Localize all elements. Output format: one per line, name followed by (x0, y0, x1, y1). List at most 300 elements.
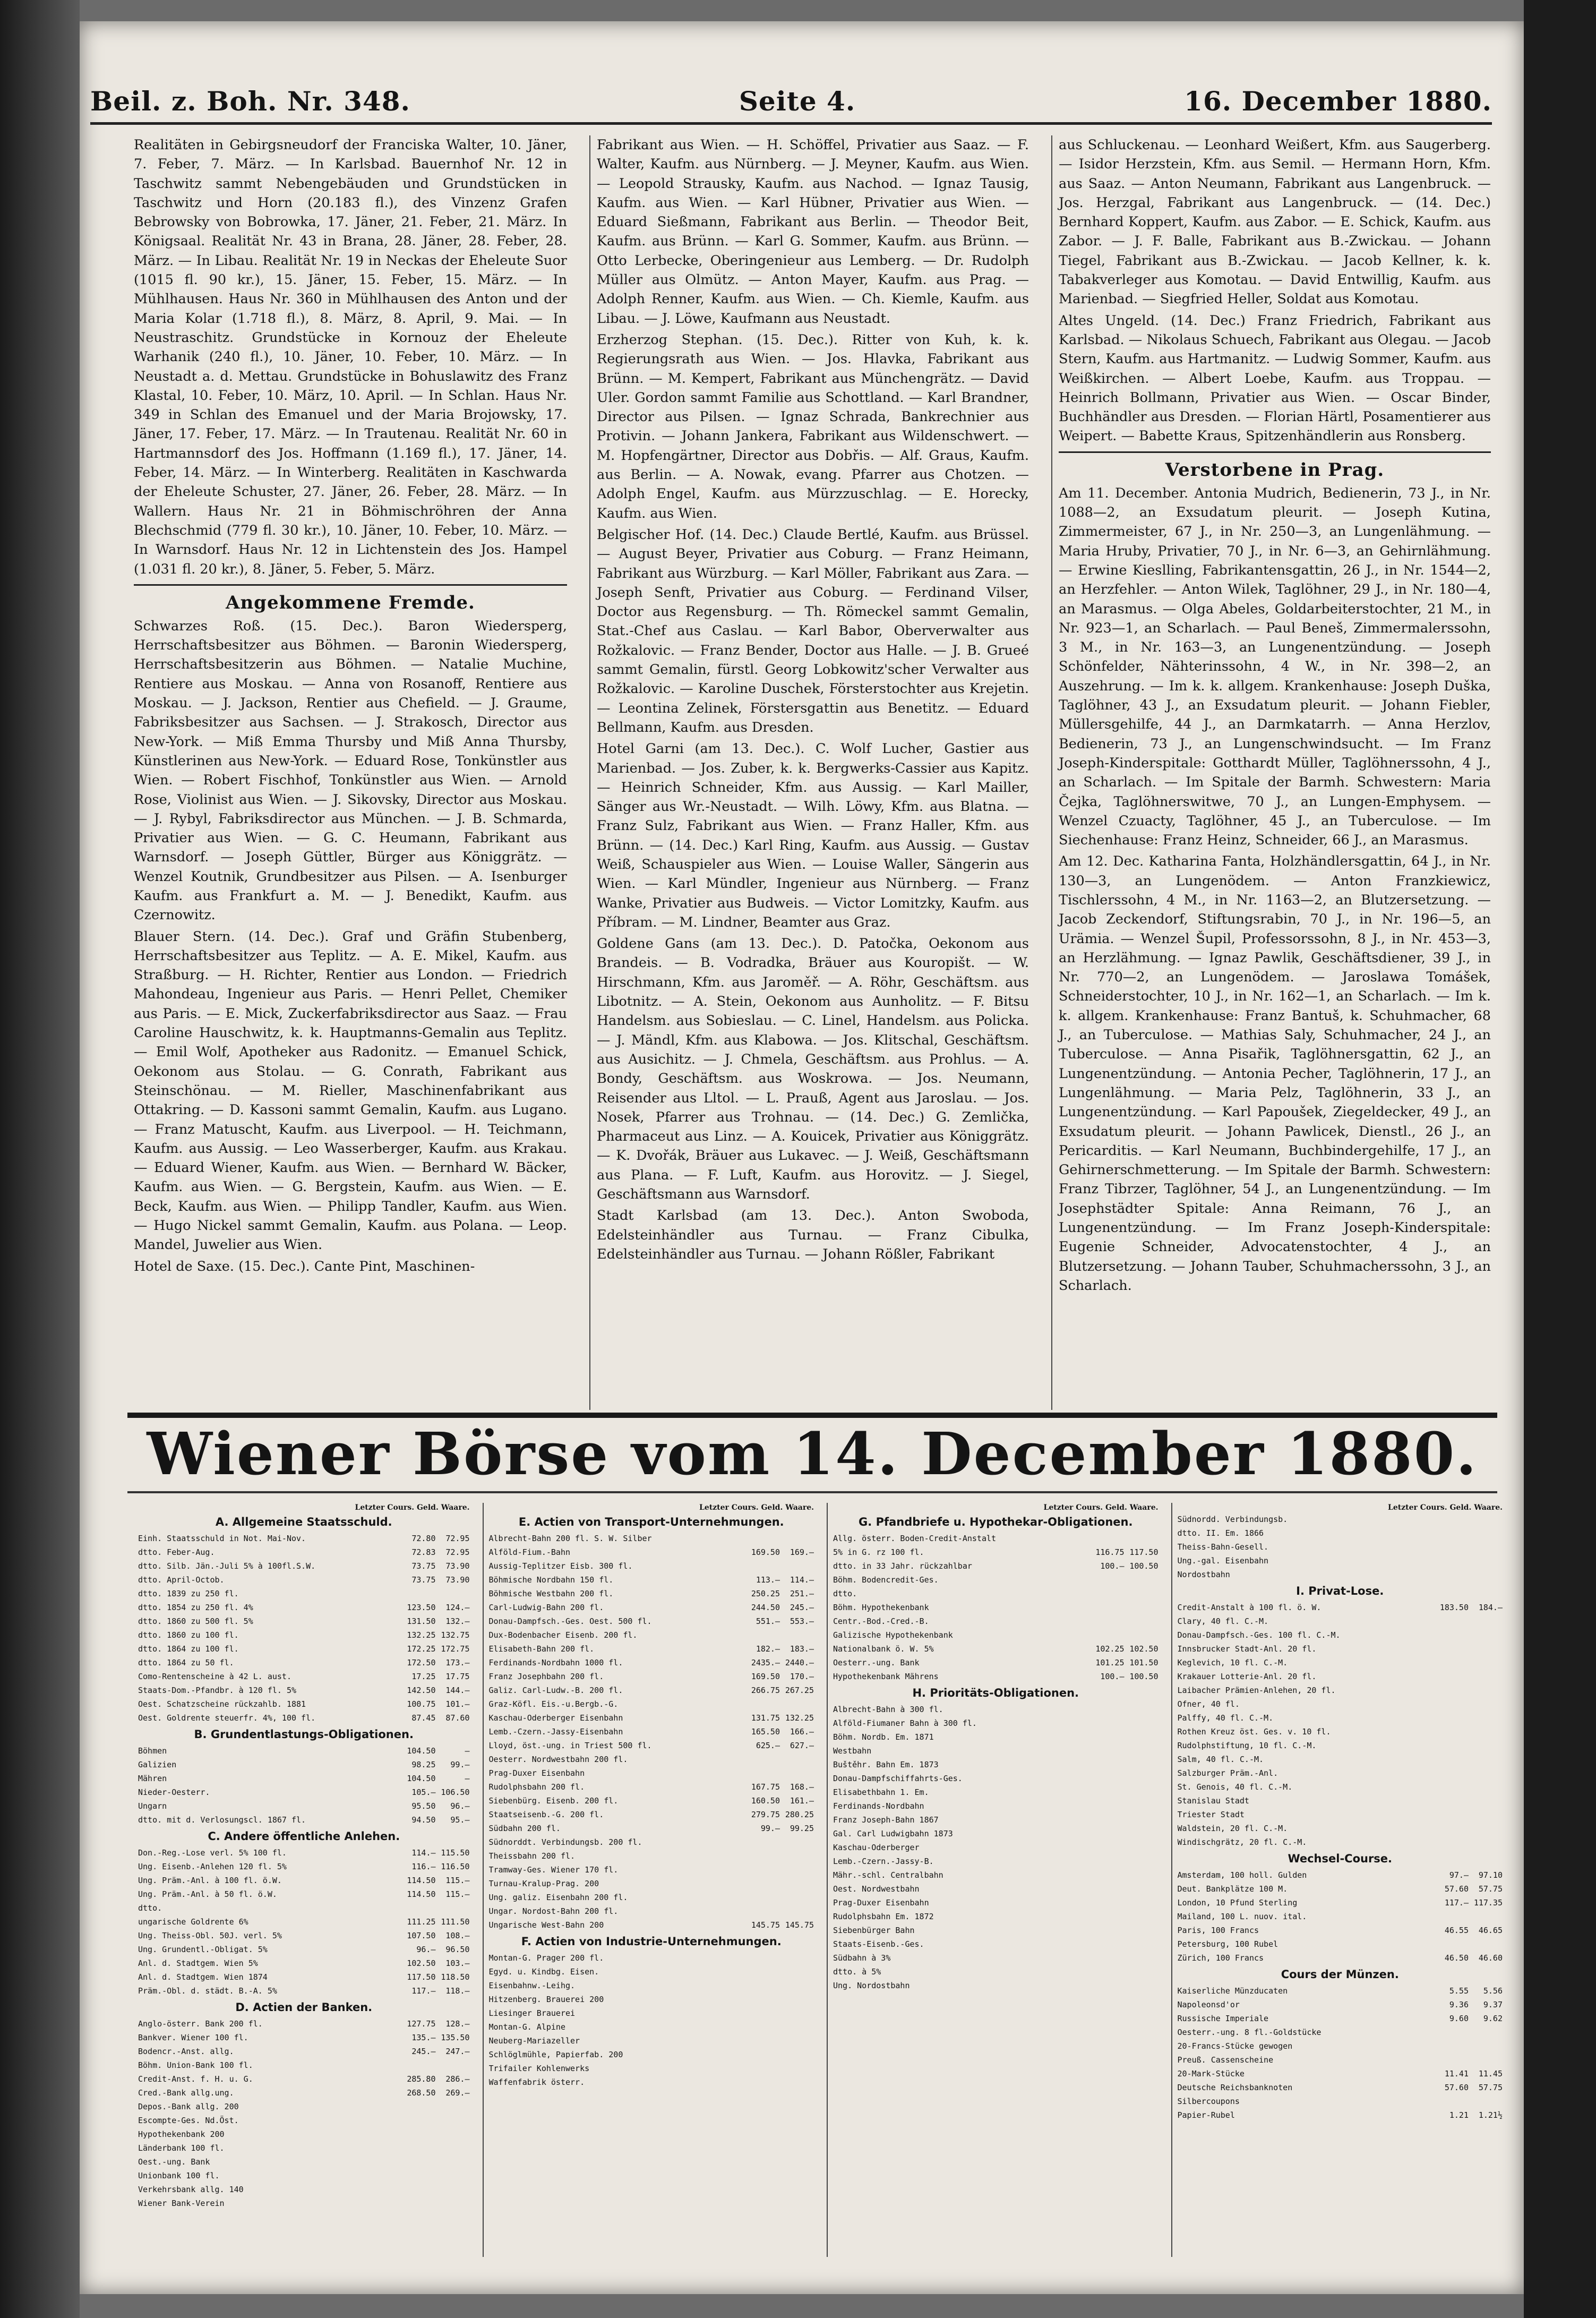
bid-value (1091, 1587, 1125, 1601)
security-name: Ung. Präm.-Anl. à 50 fl. ö.W. (138, 1889, 277, 1899)
security-name: Silbercoupons (1177, 2097, 1240, 2106)
ask-value (780, 1835, 814, 1849)
security-name: Ung. Grundentl.-Obligat. 5% (138, 1945, 268, 1954)
bid-value: 57.60 (1444, 1884, 1469, 1894)
ask-value: — (465, 1746, 470, 1756)
ask-value (1125, 1587, 1159, 1601)
security-name: dtto. Silb. Jän.-Juli 5% à 100fl.S.W. (138, 1561, 316, 1571)
ask-value (780, 1849, 814, 1863)
table-row (833, 1799, 1159, 1813)
security-name: 20-Mark-Stücke (1177, 2069, 1245, 2078)
ask-value (1125, 1703, 1159, 1716)
security-name: dtto. II. Em. 1866 (1177, 1528, 1264, 1538)
bid-value: 101.25 (1095, 1658, 1125, 1667)
bid-value (1435, 1794, 1469, 1808)
ask-value (1125, 1744, 1159, 1758)
ask-value: 124.— (445, 1603, 470, 1612)
table-row (489, 1992, 814, 2006)
ask-value: 168.— (790, 1782, 814, 1792)
bid-value: 114.50 (407, 1889, 436, 1899)
table-row (1178, 1697, 1503, 1711)
bid-value (1435, 1739, 1469, 1752)
table-row (138, 2196, 470, 2210)
table-section-title: E. Actien von Transport-Unternehmungen. (518, 1516, 784, 1528)
ask-value: 135.50 (441, 2033, 470, 2042)
text-column (589, 135, 1035, 1410)
security-name: Credit-Anst. f. H. u. G. (138, 2074, 253, 2084)
article-paragraph: Blauer Stern. (14. Dec.). Graf und Gräfin Stubenberg, Herrschaftsbesitzer aus Teplitz. — A. E. Mikel, Kaufm. aus Straßburg. — H. Richter, Rentier aus London. — Friedrich Mahondeau, Ingenieur aus Paris. — Henri Pellet, Chemiker aus Paris. — E. Mick, Zuckerfabriksdirector aus Saaz. — Frau Caroline Hauschwitz, k. k. Hauptmanns-Gemalin aus Teplitz. — Emil Wolf, Apotheker aus Radonitz. — Emanuel Schick, Oekonom aus Stolau. — G. Conrath, Fabrikant aus Steinschönau. — M. Rieller, Maschinenfabrikant aus Ottakring. — D. Kassoni sammt Gemalin, Kaufm. aus Lugano. — Franz Matuscht, Kaufm. aus Liverpool. — H. Teichmann, Kaufm. aus Aussig. — Leo Wasserberger, Kaufm. aus Krakau. — Eduard Wiener, Kaufm. aus Wien. — Bernhard W. Bäcker, Kaufm. aus Wien. — G. Bergstein, Kaufm. aus Wien. — E. Beck, Kaufm. aus Wien. — Philipp Tandler, Kaufm. aus Wien. — Hugo Nickel sammt Gemalin, Kaufm. aus Polana. — Leop. Mandel, Juwelier aus Wien. (134, 928, 567, 1253)
ask-value (1469, 1725, 1503, 1739)
table-row (833, 1937, 1159, 1951)
bid-value: 182.— (756, 1644, 780, 1654)
text-column (1051, 135, 1497, 1410)
ask-value: 97.10 (1478, 1870, 1503, 1880)
ask-value (1469, 1711, 1503, 1725)
table-row (833, 1896, 1159, 1910)
security-name: Mähr.-schl. Centralbahn (833, 1870, 943, 1880)
security-name: dtto. Feber-Aug. (138, 1547, 215, 1557)
ask-value (1125, 1758, 1159, 1772)
bid-value (1091, 1772, 1125, 1785)
ask-value (1469, 1642, 1503, 1656)
security-name: Bankver. Wiener 100 fl. (138, 2033, 248, 2042)
table-row (833, 1545, 1159, 1559)
security-name: Lemb.-Czern.-Jassy-Eisenbahn (488, 1727, 623, 1737)
table-row (833, 1868, 1159, 1882)
security-name: Ungarische West-Bahn 200 (488, 1920, 604, 1930)
table-row (833, 1923, 1159, 1937)
table-row (833, 1628, 1159, 1642)
bid-value: 183.50 (1439, 1603, 1469, 1612)
ask-value: 72.95 (445, 1547, 470, 1557)
ask-value: 169.— (790, 1547, 814, 1557)
security-name: Turnau-Kralup-Prag. 200 (488, 1879, 599, 1888)
table-row (833, 1656, 1159, 1670)
table-row (489, 1780, 814, 1794)
ask-value (1469, 2094, 1503, 2108)
security-name: dtto. 1854 zu 250 fl. 4% (138, 1603, 253, 1612)
table-row (489, 1794, 814, 1808)
bid-value: 117.50 (407, 1972, 436, 1982)
table-row (833, 1744, 1159, 1758)
table-row (1178, 2012, 1503, 2025)
security-name: Oest. Goldrente steuerfr. 4%, 100 fl. (138, 1713, 316, 1723)
security-name: Galizische Hypothekenbank (833, 1630, 953, 1640)
table-row (489, 1752, 814, 1766)
boerse-top-rule (127, 1413, 1497, 1418)
bid-value (1435, 1614, 1469, 1628)
table-row (138, 1614, 470, 1628)
ask-value (1125, 1785, 1159, 1799)
bid-value: 5.55 (1449, 1986, 1469, 1996)
bid-value (746, 1951, 780, 1965)
table-row (489, 2034, 814, 2048)
security-name: Ung. Theiss-Obl. 50J. verl. 5% (138, 1931, 282, 1940)
bid-value (746, 1863, 780, 1877)
table-row (1178, 1821, 1503, 1835)
ask-value: 115.— (445, 1889, 470, 1899)
table-section-title: I. Privat-Lose. (1296, 1585, 1384, 1597)
ask-value: 17.75 (445, 1672, 470, 1681)
security-name: Hypothekenbank Mährens (833, 1672, 939, 1681)
bid-value (402, 2155, 436, 2169)
ask-value: 100.50 (1129, 1672, 1159, 1681)
ask-value: 184.— (1478, 1603, 1503, 1612)
security-name: Montan-G. Prager 200 fl. (488, 1953, 604, 1963)
table-row (833, 1716, 1159, 1730)
bid-value (1091, 1965, 1125, 1979)
security-name: Südnordd. Verbindungsb. (1177, 1515, 1288, 1524)
table-row (489, 2020, 814, 2034)
ask-value: 118.50 (441, 1972, 470, 1982)
ask-value: 114.— (790, 1575, 814, 1585)
bid-value (746, 1849, 780, 1863)
security-name: Krakauer Lotterie-Anl. 20 fl. (1177, 1672, 1317, 1681)
bid-value: 2435.— (751, 1658, 780, 1667)
boerse-column (138, 1503, 470, 2257)
bid-value: 131.50 (407, 1616, 436, 1626)
security-name: Unionbank 100 fl. (138, 2171, 220, 2180)
bid-value (402, 2169, 436, 2183)
table-row (489, 2048, 814, 2062)
table-row (489, 1808, 814, 1821)
column-course-header: Letzter Cours. Geld. Waare. (355, 1503, 470, 1512)
bid-value: 73.75 (411, 1561, 436, 1571)
security-name: Nordostbahn (1177, 1570, 1230, 1579)
table-row (138, 1758, 470, 1772)
bid-value: 113.— (756, 1575, 780, 1585)
table-row (489, 1904, 814, 1918)
security-name: Anl. d. Stadtgem. Wien 1874 (138, 1972, 268, 1982)
bid-value: 46.55 (1444, 1926, 1469, 1935)
ask-value (1125, 1813, 1159, 1827)
bid-value (746, 1965, 780, 1979)
bid-value: 169.50 (751, 1547, 780, 1557)
security-name: Egyd. u. Kindbg. Eisen. (488, 1967, 599, 1977)
security-name: Mailand, 100 L. nuov. ital. (1177, 1912, 1307, 1921)
security-name: dtto. 1839 zu 250 fl. (138, 1589, 239, 1598)
security-name: Alföld-Fium.-Bahn (488, 1547, 571, 1557)
table-row (833, 1813, 1159, 1827)
security-name: Allg. österr. Boden-Credit-Anstalt (833, 1534, 997, 1543)
bid-value: 111.25 (407, 1917, 436, 1927)
table-row (138, 1813, 470, 1827)
table-row (833, 1910, 1159, 1923)
security-name: Neuberg-Mariazeller (488, 2036, 580, 2046)
ask-value: 128.— (445, 2019, 470, 2029)
table-row (489, 1739, 814, 1752)
bid-value: 135.— (411, 2033, 436, 2042)
security-name: Credit-Anstalt à 100 fl. ö. W. (1177, 1603, 1322, 1612)
table-row (138, 1697, 470, 1711)
bid-value: 285.80 (407, 2074, 436, 2084)
bid-value: 127.75 (407, 2019, 436, 2029)
boerse-tables (138, 1503, 1503, 2257)
table-row (1178, 1554, 1503, 1568)
bid-value (1091, 1896, 1125, 1910)
ask-value (436, 2141, 470, 2155)
security-name: Länderbank 100 fl. (138, 2143, 225, 2153)
security-name: Wiener Bank-Verein (138, 2199, 225, 2208)
bid-value (1091, 1979, 1125, 1992)
bid-value: 46.50 (1444, 1953, 1469, 1963)
table-section-title: D. Actien der Banken. (235, 2001, 373, 2014)
security-name: Laibacher Prämien-Anlehen, 20 fl. (1177, 1686, 1336, 1695)
security-name: Escompte-Ges. Nd.Öst. (138, 2116, 239, 2125)
boerse-title: Wiener Börse vom 14. December 1880. (147, 1419, 1478, 1488)
table-row (138, 1670, 470, 1683)
table-row (489, 1849, 814, 1863)
ask-value: 247.— (445, 2047, 470, 2056)
bid-value (746, 2048, 780, 2062)
ask-value: 46.65 (1478, 1926, 1503, 1935)
table-row (138, 1532, 470, 1545)
table-row (1178, 2039, 1503, 2053)
table-row (489, 1821, 814, 1835)
security-name: Centr.-Bod.-Cred.-B. (833, 1616, 929, 1626)
ask-value: 267.25 (785, 1686, 814, 1695)
ask-value (1125, 1532, 1159, 1545)
ask-value (1469, 1540, 1503, 1554)
ask-value: 99.25 (790, 1824, 814, 1833)
table-row (833, 1965, 1159, 1979)
bid-value: 279.75 (751, 1810, 780, 1819)
bid-value (1091, 1785, 1125, 1799)
security-name: Mähren (138, 1774, 167, 1783)
ask-value (436, 1587, 470, 1601)
ask-value (1125, 1730, 1159, 1744)
ask-value (1125, 1868, 1159, 1882)
ask-value (1469, 1614, 1503, 1628)
ask-value (1125, 1601, 1159, 1614)
bid-value (746, 1835, 780, 1849)
security-name: Alföld-Fiumaner Bahn à 300 fl. (833, 1718, 977, 1728)
table-row (489, 1601, 814, 1614)
boerse-column (483, 1503, 814, 2257)
bid-value (746, 1697, 780, 1711)
security-name: Ferdinands-Nordbahn 1000 fl. (488, 1658, 623, 1667)
ask-value: 251.— (790, 1589, 814, 1598)
table-section-title: G. Pfandbriefe u. Hypothekar-Obligationen. (859, 1516, 1133, 1528)
bid-value: 95.50 (411, 1801, 436, 1811)
table-row (1178, 1998, 1503, 2012)
table-row (138, 2127, 470, 2141)
table-row (833, 1559, 1159, 1573)
header-page-number: Seite 4. (739, 85, 856, 117)
ask-value (1469, 1683, 1503, 1697)
ask-value (1469, 2053, 1503, 2067)
security-name: Verkehrsbank allg. 140 (138, 2185, 244, 2194)
table-section-title: B. Grundentlastungs-Obligationen. (194, 1728, 414, 1741)
security-name: Elisabethbahn 1. Em. (833, 1787, 929, 1797)
security-name: Ungar. Nordost-Bahn 200 fl. (488, 1906, 619, 1916)
security-name: Böhm. Bodencredit-Ges. (833, 1575, 939, 1585)
security-name: Böhm. Union-Bank 100 fl. (138, 2060, 253, 2070)
security-name: Albrecht-Bahn 200 fl. S. W. Silber (488, 1534, 652, 1543)
security-name: Preuß. Cassenscheine (1177, 2055, 1274, 2065)
table-row (1178, 2094, 1503, 2108)
table-row (833, 1854, 1159, 1868)
ask-value: 9.37 (1483, 2000, 1503, 2009)
security-name: Südbahn 200 fl. (488, 1824, 561, 1833)
security-name: Hitzenberg. Brauerei 200 (488, 1995, 604, 2004)
table-row (1178, 1512, 1503, 1526)
table-row (833, 1601, 1159, 1614)
security-name: Ungarn (138, 1801, 167, 1811)
table-row (1178, 1601, 1503, 1614)
ask-value (436, 2127, 470, 2141)
table-row (489, 1559, 814, 1573)
table-row (138, 1984, 470, 1998)
table-row (138, 2169, 470, 2183)
security-name: Oesterr. Nordwestbahn 200 fl. (488, 1755, 628, 1764)
bid-value: 117.— (1444, 1898, 1469, 1908)
ask-value: 72.95 (445, 1534, 470, 1543)
security-name: Anglo-österr. Bank 200 fl. (138, 2019, 263, 2029)
table-row (489, 1877, 814, 1891)
ask-value: 73.90 (445, 1575, 470, 1585)
ask-value (1125, 1965, 1159, 1979)
bid-value (402, 2141, 436, 2155)
bid-value: 72.80 (411, 1534, 436, 1543)
ask-value: 118.— (445, 1986, 470, 1996)
table-row (1178, 1808, 1503, 1821)
ask-value (780, 1766, 814, 1780)
bid-value (746, 1877, 780, 1891)
article-paragraph: Realitäten in Gebirgsneudorf der Franciska Walter, 10. Jäner, 7. Feber, 7. März. — In Karlsbad. Bauernhof Nr. 12 in Taschwitz sammt Nebengebäuden und Grundstücken in Taschwitz und Horn (20.183 fl.), des Vinzenz Grafen Bebrowsky von Bobrowka, 17. Jäner, 21. Feber, 21. März. In Königsaal. Realität Nr. 43 in Brana, 28. Jäner, 28. Feber, 28. März. — In Libau. Realität Nr. 19 in Neckas der Eheleute Suor (1015 fl. 90 kr.), 15. Jäner, 15. Feber, 15. März. — In Mühlhausen. Haus Nr. 360 in Mühlhausen des Anton und der Maria Kolar (1.718 fl.), 8. März, 8. April, 9. Mai. — In Neustraschitz. Grundstücke in Kornouz der Eheleute Warhanik (240 fl.), 10. Jäner, 10. Feber, 10. März. — In Neustadt a. d. Mettau. Grundstücke in Bohuslawitz des Franz Klastal, 10. Feber, 10. März, 10. April. — In Schlan. Haus Nr. 349 in Schlan des Emanuel und der Maria Brojowsky, 17. Jäner, 17. Feber, 17. März. — In Trautenau. Realität Nr. 60 in Hartmannsdorf des Jos. Hoffmann (1.169 fl.), 17. Jäner, 14. Feber, 14. März. — In Winterberg. Realitäten in Kaschwarda der Eheleute Schuster, 27. Jäner, 26. Feber, 28. März. — In Wallern. Haus Nr. 21 in Böhmischröhren der Anna Blechschmid (779 fl. 30 kr.), 10. Jäner, 10. Feber, 10. März. — In Warnsdorf. Haus Nr. 12 in Lichtenstein des Jos. Hampel (1.031 fl. 20 kr.), 8. Jäner, 5. Feber, 5. März. (134, 137, 567, 577)
security-name: dtto. (833, 1589, 857, 1598)
security-name: Elisabeth-Bahn 200 fl. (488, 1644, 595, 1654)
ask-value (1469, 1766, 1503, 1780)
table-row (138, 2017, 470, 2031)
ask-value: 280.25 (785, 1810, 814, 1819)
security-name: Ung. galiz. Eisenbahn 200 fl. (488, 1893, 628, 1902)
table-row (138, 1943, 470, 1956)
table-row (1178, 1683, 1503, 1697)
scan-left-edge (0, 0, 80, 2318)
table-row (833, 1841, 1159, 1854)
table-row (138, 1545, 470, 1559)
ask-value (1469, 1835, 1503, 1849)
ask-value (1469, 1568, 1503, 1581)
article-paragraph: Am 11. December. Antonia Mudrich, Bedienerin, 73 J., in Nr. 1088—2, an Exsudatum pleurit. — Joseph Kutina, Zimmermeister, 67 J., in Nr. 250—3, an Lungenlähmung. — Maria Hruby, Privatier, 70 J., in Nr. 6—3, an Gehirnlähmung. — Erwine Kieslling, Fabrikantensgattin, 26 J., in Nr. 1544—2, an Herzfehler. — Anton Wilek, Taglöhner, 29 J., in Nr. 180—4, an Marasmus. — Olga Abeles, Goldarbeiterstochter, 21 M., in Nr. 923—1, an Scharlach. — Paul Beneš, Zimmermalerssohn, 3 M., in Nr. 163—3, an Lungenentzündung. — Joseph Schönfelder, Nähterinssohn, 4 W., in Nr. 398—2, an Auszehrung. — Im k. k. allgem. Krankenhause: Joseph Duška, Taglöhner, 43 J., an Exsudatum pleurit. — Johann Fiebler, Müllersgehilfe, 44 J., an Darmkatarrh. — Anna Herzlov, Bedienerin, 73 J., an Lungenschwindsucht. — Im Franz Joseph-Kinderspitale: Gotthardt Müller, Taglöhnerssohn, 4 J., an Scharlach. — Im Spitale der Barmh. Schwestern: Maria Čejka, Taglöhnerswitwe, 70 J., an Lungen-Emphysem. — Wenzel Czuacty, Taglöhner, 45 J., an Tuberculose. — Im Siechenhause: Franz Heinz, Schneider, 66 J., an Marasmus. (1059, 485, 1491, 849)
security-name: Anl. d. Stadtgem. Wien 5% (138, 1958, 258, 1968)
table-row (1178, 1711, 1503, 1725)
ask-value: 117.50 (1129, 1547, 1159, 1557)
ask-value: 166.— (790, 1727, 814, 1737)
article-paragraph: aus Schluckenau. — Leonhard Weißert, Kfm. aus Saugerberg. — Isidor Herzstein, Kfm. aus Semil. — Hermann Horn, Kfm. aus Saaz. — Anton Neumann, Fabrikant aus Langenbruck. — Jos. Herzgal, Fabrikant aus Langenbruck. — (14. Dec.) Bernhard Koppert, Kaufm. aus Zabor. — E. Schick, Kaufm. aus Zabor. — J. F. Balle, Fabrikant aus B.-Zwickau. — Johann Tiegel, Fabrikant aus B.-Zwickau. — Jacob Kellner, k. k. Tabakverleger aus Komotau. — David Entwillig, Kaufm. aus Marienbad. — Siegfried Heller, Soldat aus Komotau. (1059, 137, 1491, 307)
bid-value (746, 1891, 780, 1904)
table-section-title: Cours der Münzen. (1281, 1968, 1399, 1981)
ask-value (780, 1697, 814, 1711)
security-name: Nieder-Oesterr. (138, 1787, 210, 1797)
security-name: Liesinger Brauerei (488, 2008, 576, 2018)
ask-value: 99.— (450, 1760, 470, 1769)
table-row (138, 1915, 470, 1929)
security-name: Triester Stadt (1177, 1810, 1245, 1819)
bid-value: 114.50 (407, 1876, 436, 1885)
ask-value (1469, 1910, 1503, 1923)
ask-value (436, 2155, 470, 2169)
section-rule (1059, 451, 1491, 453)
header-date: 16. December 1880. (1184, 85, 1492, 117)
security-name: Ung.-gal. Eisenbahn (1177, 1556, 1269, 1566)
table-row (138, 1601, 470, 1614)
bid-value (1091, 1532, 1125, 1545)
table-row (138, 2100, 470, 2114)
ask-value (436, 2058, 470, 2072)
bid-value (746, 1752, 780, 1766)
security-name: Böhmen (138, 1746, 167, 1756)
ask-value: 108.— (445, 1931, 470, 1940)
bid-value: 172.50 (407, 1658, 436, 1667)
ask-value: 132.75 (441, 1630, 470, 1640)
table-row (833, 1670, 1159, 1683)
security-name: Theissbahn 200 fl. (488, 1851, 576, 1861)
ask-value (1125, 1628, 1159, 1642)
bid-value: 72.83 (411, 1547, 436, 1557)
article-paragraph: Fabrikant aus Wien. — H. Schöffel, Privatier aus Saaz. — F. Walter, Kaufm. aus Nürnberg. — J. Meyner, Kaufm. aus Wien. — Leopold Strausky, Kaufm. aus Nachod. — Ignaz Tausig, Kaufm. aus Wien. — Karl Hübner, Privatier aus Wien. — Eduard Sießmann, Fabrikant aus Berlin. — Theodor Beit, Kaufm. aus Brünn. — Karl G. Sommer, Kaufm. aus Brünn. — Otto Lerbecke, Oberingenieur aus Lemberg. — Dr. Rudolph Müller aus Olmütz. — Anton Mayer, Kaufm. aus Prag. — Adolph Renner, Kaufm. aus Wien. — Ch. Kiemle, Kaufm. aus Libau. — J. Löwe, Kaufmann aus Neustadt. (597, 137, 1029, 327)
bid-value: 97.— (1449, 1870, 1469, 1880)
security-name: Westbahn (833, 1746, 872, 1756)
security-name: dtto. mit d. Verlosungscl. 1867 fl. (138, 1815, 306, 1825)
article-paragraph: Belgischer Hof. (14. Dec.) Claude Bertlé, Kaufm. aus Brüssel. — August Beyer, Privatier aus Coburg. — Franz Heimann, Fabrikant aus Würzburg. — Karl Möller, Fabrikant aus Zara. — Joseph Senft, Privatier aus Coburg. — Ferdinand Vilser, Doctor aus Regensburg. — Th. Römeckel sammt Gemalin, Stat.-Chef aus Caslau. — Karl Babor, Oberverwalter aus Rožkalovic. — Franz Bender, Doctor aus Halle. — J. B. Grueé sammt Gemalin, fürstl. Georg Lobkowitz'scher Verwalter aus Rožkalovic. — Karoline Duschek, Försterstochter aus Krejetin. — Leontina Zelinek, Förstersgattin aus Benetitz. — Eduard Bellmann, Kaufm. aus Dresden. (597, 526, 1029, 735)
bid-value: 104.50 (407, 1774, 436, 1783)
security-name: Gal. Carl Ludwigbahn 1873 (833, 1829, 953, 1838)
bid-value (1435, 1512, 1469, 1526)
security-name: Depos.-Bank allg. 200 (138, 2102, 239, 2111)
security-name: 5% in G. rz 100 fl. (833, 1547, 924, 1557)
table-row (138, 1656, 470, 1670)
ask-value (780, 1951, 814, 1965)
bid-value: 117.— (411, 1986, 436, 1996)
security-name: Ung. Präm.-Anl. à 100 fl. ö.W. (138, 1876, 282, 1885)
table-row (489, 2006, 814, 2020)
ask-value (1469, 1752, 1503, 1766)
ask-value: 172.75 (441, 1644, 470, 1654)
bid-value: 116.75 (1095, 1547, 1125, 1557)
ask-value: 87.60 (445, 1713, 470, 1723)
ask-value: 5.56 (1483, 1986, 1503, 1996)
bid-value (1091, 1730, 1125, 1744)
bid-value: 57.60 (1444, 2083, 1469, 2092)
security-name: Deutsche Reichsbanknoten (1177, 2083, 1293, 2092)
ask-value (1469, 1512, 1503, 1526)
security-name: Donau-Dampfsch.-Ges. 100 fl. C.-M. (1177, 1630, 1341, 1640)
scan-right-edge (1524, 0, 1596, 2318)
security-name: Ung. Eisenb.-Anlehen 120 fl. 5% (138, 1862, 287, 1871)
table-row (1178, 1739, 1503, 1752)
ask-value (436, 1901, 470, 1915)
bid-value (402, 2183, 436, 2196)
table-row (138, 2141, 470, 2155)
table-row (1178, 2108, 1503, 2122)
ask-value: 115.— (445, 1876, 470, 1885)
bid-value: 100.75 (407, 1699, 436, 1709)
ask-value: 145.75 (785, 1920, 814, 1930)
ask-value (780, 1628, 814, 1642)
table-row (138, 2058, 470, 2072)
table-row (489, 1891, 814, 1904)
bid-value (1091, 1937, 1125, 1951)
table-row (1178, 1628, 1503, 1642)
table-row (489, 1725, 814, 1739)
security-name: Prag-Duxer Eisenbahn (488, 1768, 585, 1778)
boerse-column (827, 1503, 1159, 2257)
bid-value (1435, 1821, 1469, 1835)
table-row (138, 1587, 470, 1601)
table-row (833, 1882, 1159, 1896)
